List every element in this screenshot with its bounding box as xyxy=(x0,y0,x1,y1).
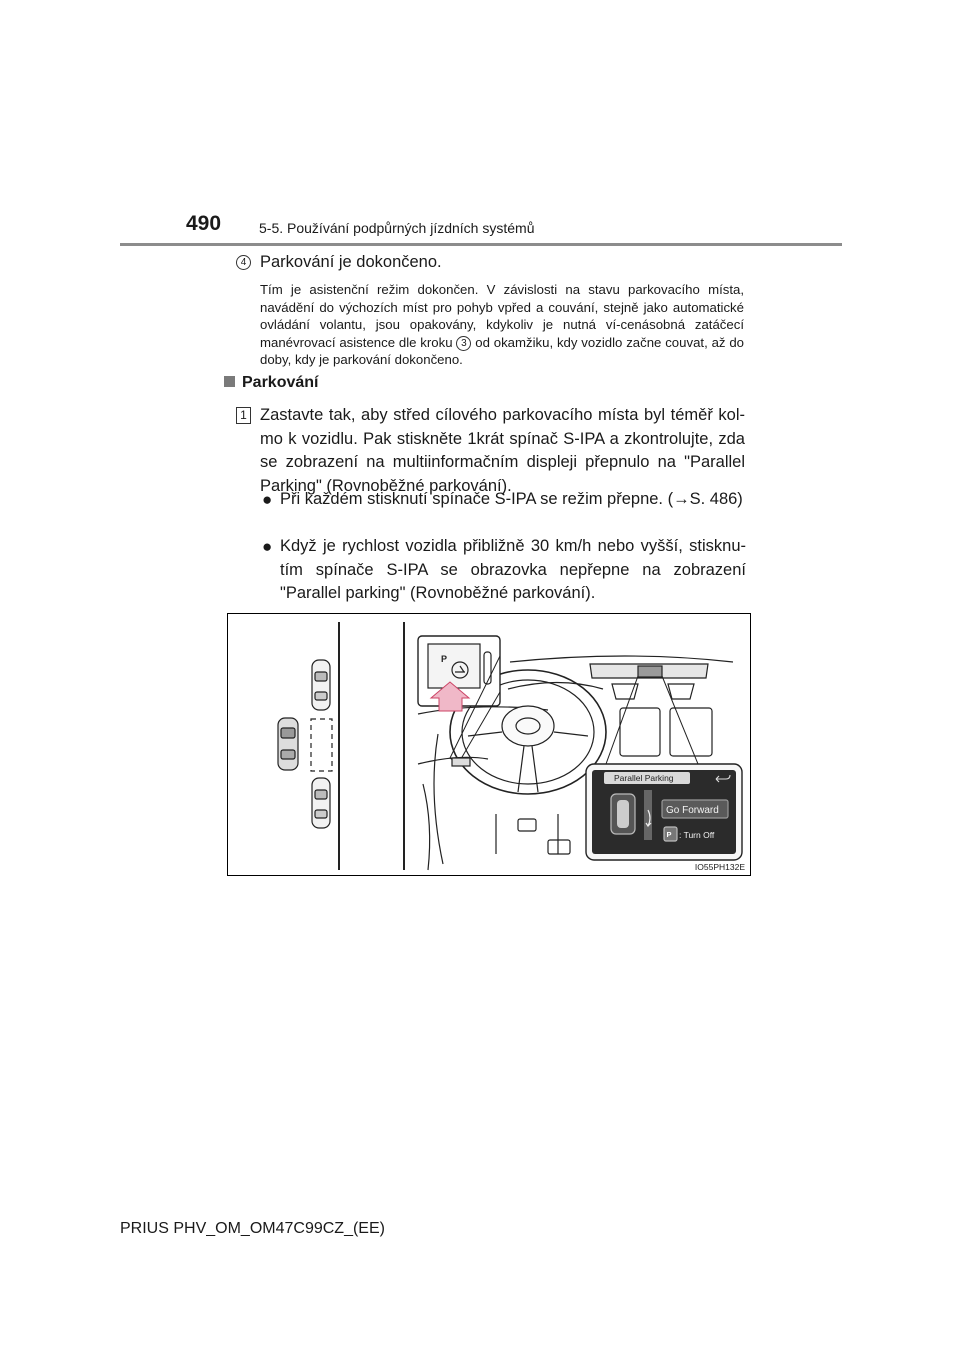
step-4-desc-part1: Tím je asistenční režim dokončen. V závislosti na stavu parkovacího místa, navádění do výchozích míst pro pohyb vpřed a couvání, stejně jako automatické ovládání volantu, jsou opakovány, kdykoliv je nutná ví-cenásobná zatáčecí manévrovací asistence dle kroku xyxy=(260,282,744,350)
step-1-marker: 1 xyxy=(236,407,251,424)
bullet-text: Při každém stisknutí spínače S-IPA se režim přepne. (→S. 486) xyxy=(280,490,743,508)
step-1-text: Zastavte tak, aby střed cílového parkovacího místa byl téměř kol-mo k vozidlu. Pak stiskněte 1krát spínač S-IPA a zkontrolujte, zda se zobrazení na multiinformačním displeji přepnulo na "Parallel Parking" (Rovnoběžné parkování). xyxy=(260,406,745,495)
bullet-icon: ● xyxy=(262,537,273,556)
display-car-icon xyxy=(617,800,629,828)
bullet-icon: ● xyxy=(262,490,273,509)
subheading xyxy=(224,374,318,392)
turn-off-p-letter: P xyxy=(666,830,672,839)
step-4-description xyxy=(260,281,744,369)
section-title: 5-5. Používání podpůrných jízdních systémů xyxy=(259,220,535,236)
figure-code: IO55PH132E xyxy=(694,862,745,872)
bullet-text: Když je rychlost vozidla přibližně 30 km/h nebo vyšší, stisknu-tím spínače S-IPA se obrazovka nepřepne na zobrazení "Parallel parking" (Rovnoběžné parkování). xyxy=(280,537,746,602)
step-4-marker: 4 xyxy=(236,255,251,270)
footer-document-id: PRIUS PHV_OM_OM47C99CZ_(EE) xyxy=(120,1220,385,1237)
center-panel-left xyxy=(620,708,660,756)
page-number: 490 xyxy=(186,212,222,235)
parked-car-front-icon xyxy=(312,660,330,710)
parking-illustration xyxy=(227,613,751,876)
target-parking-space xyxy=(311,719,332,771)
subheading-text: Parkování xyxy=(242,374,319,391)
display-title: Parallel Parking xyxy=(614,773,674,783)
subheading-square-icon xyxy=(224,376,235,387)
illustration-drawing xyxy=(228,614,750,875)
step-3-reference: 3 xyxy=(456,336,471,351)
switch-letter: P xyxy=(441,654,448,664)
center-panel-right xyxy=(670,708,712,756)
step-4-desc-part2: od okamžiku, kdy vozidlo začne couvat, až do doby, kdy je parkování dokončeno. xyxy=(260,334,744,367)
go-forward-label: Go Forward xyxy=(666,805,719,816)
turn-off-label: : Turn Off xyxy=(679,830,715,840)
step-4-title: Parkování je dokončeno. xyxy=(260,253,442,271)
dashboard-top xyxy=(510,656,733,662)
header-rule xyxy=(120,243,842,246)
own-car-icon xyxy=(278,718,298,770)
parked-car-rear-icon xyxy=(312,778,330,828)
